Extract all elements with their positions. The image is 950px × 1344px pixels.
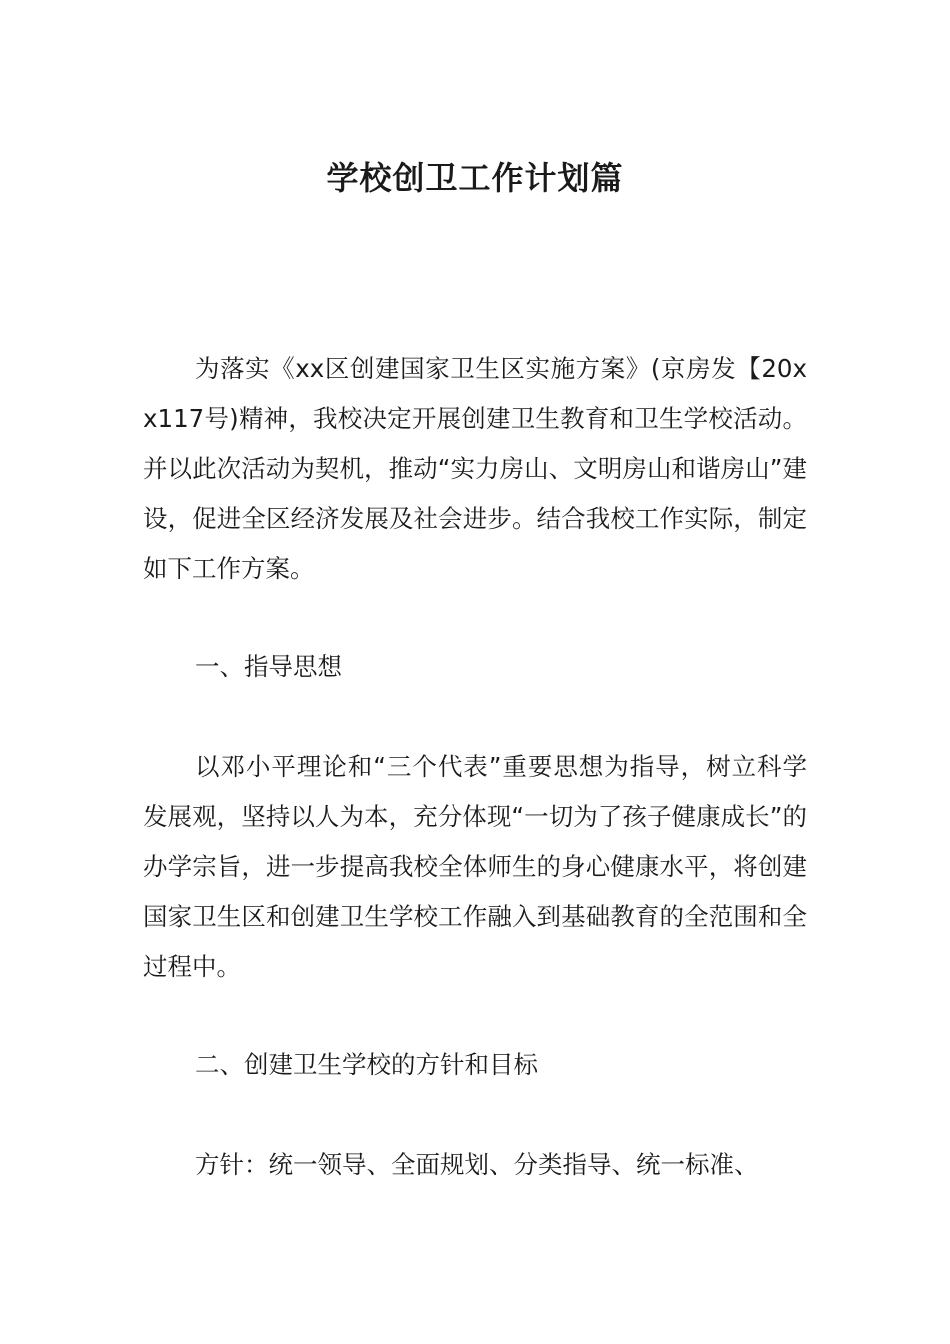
paragraph-intro: 为落实《xx区创建国家卫生区实施方案》(京房发【20xx117号)精神，我校决定开展创建卫生教育和卫生学校活动。并以此次活动为契机，推动“实力房山、文明房山和谐房山”建设，促进全区经济发展及社会进步。结合我校工作实际，制定如下工作方案。 [143, 354, 807, 583]
section-heading-policy-and-goals: 二、创建卫生学校的方针和目标 [195, 1050, 538, 1079]
paragraph-guiding-ideology: 以邓小平理论和“三个代表”重要思想为指导，树立科学发展观，坚持以人为本，充分体现“一切为了孩子健康成长”的办学宗旨，进一步提高我校全体师生的身心健康水平，将创建国家卫生区和创建卫生学校工作融入到基础教育的全范围和全过程中。 [143, 752, 807, 981]
section-heading-guiding-ideology: 一、指导思想 [195, 652, 342, 681]
paragraph-policy: 方针：统一领导、全面规划、分类指导、统一标准、 [195, 1150, 759, 1179]
document-title: 学校创卫工作计划篇 [326, 159, 624, 197]
